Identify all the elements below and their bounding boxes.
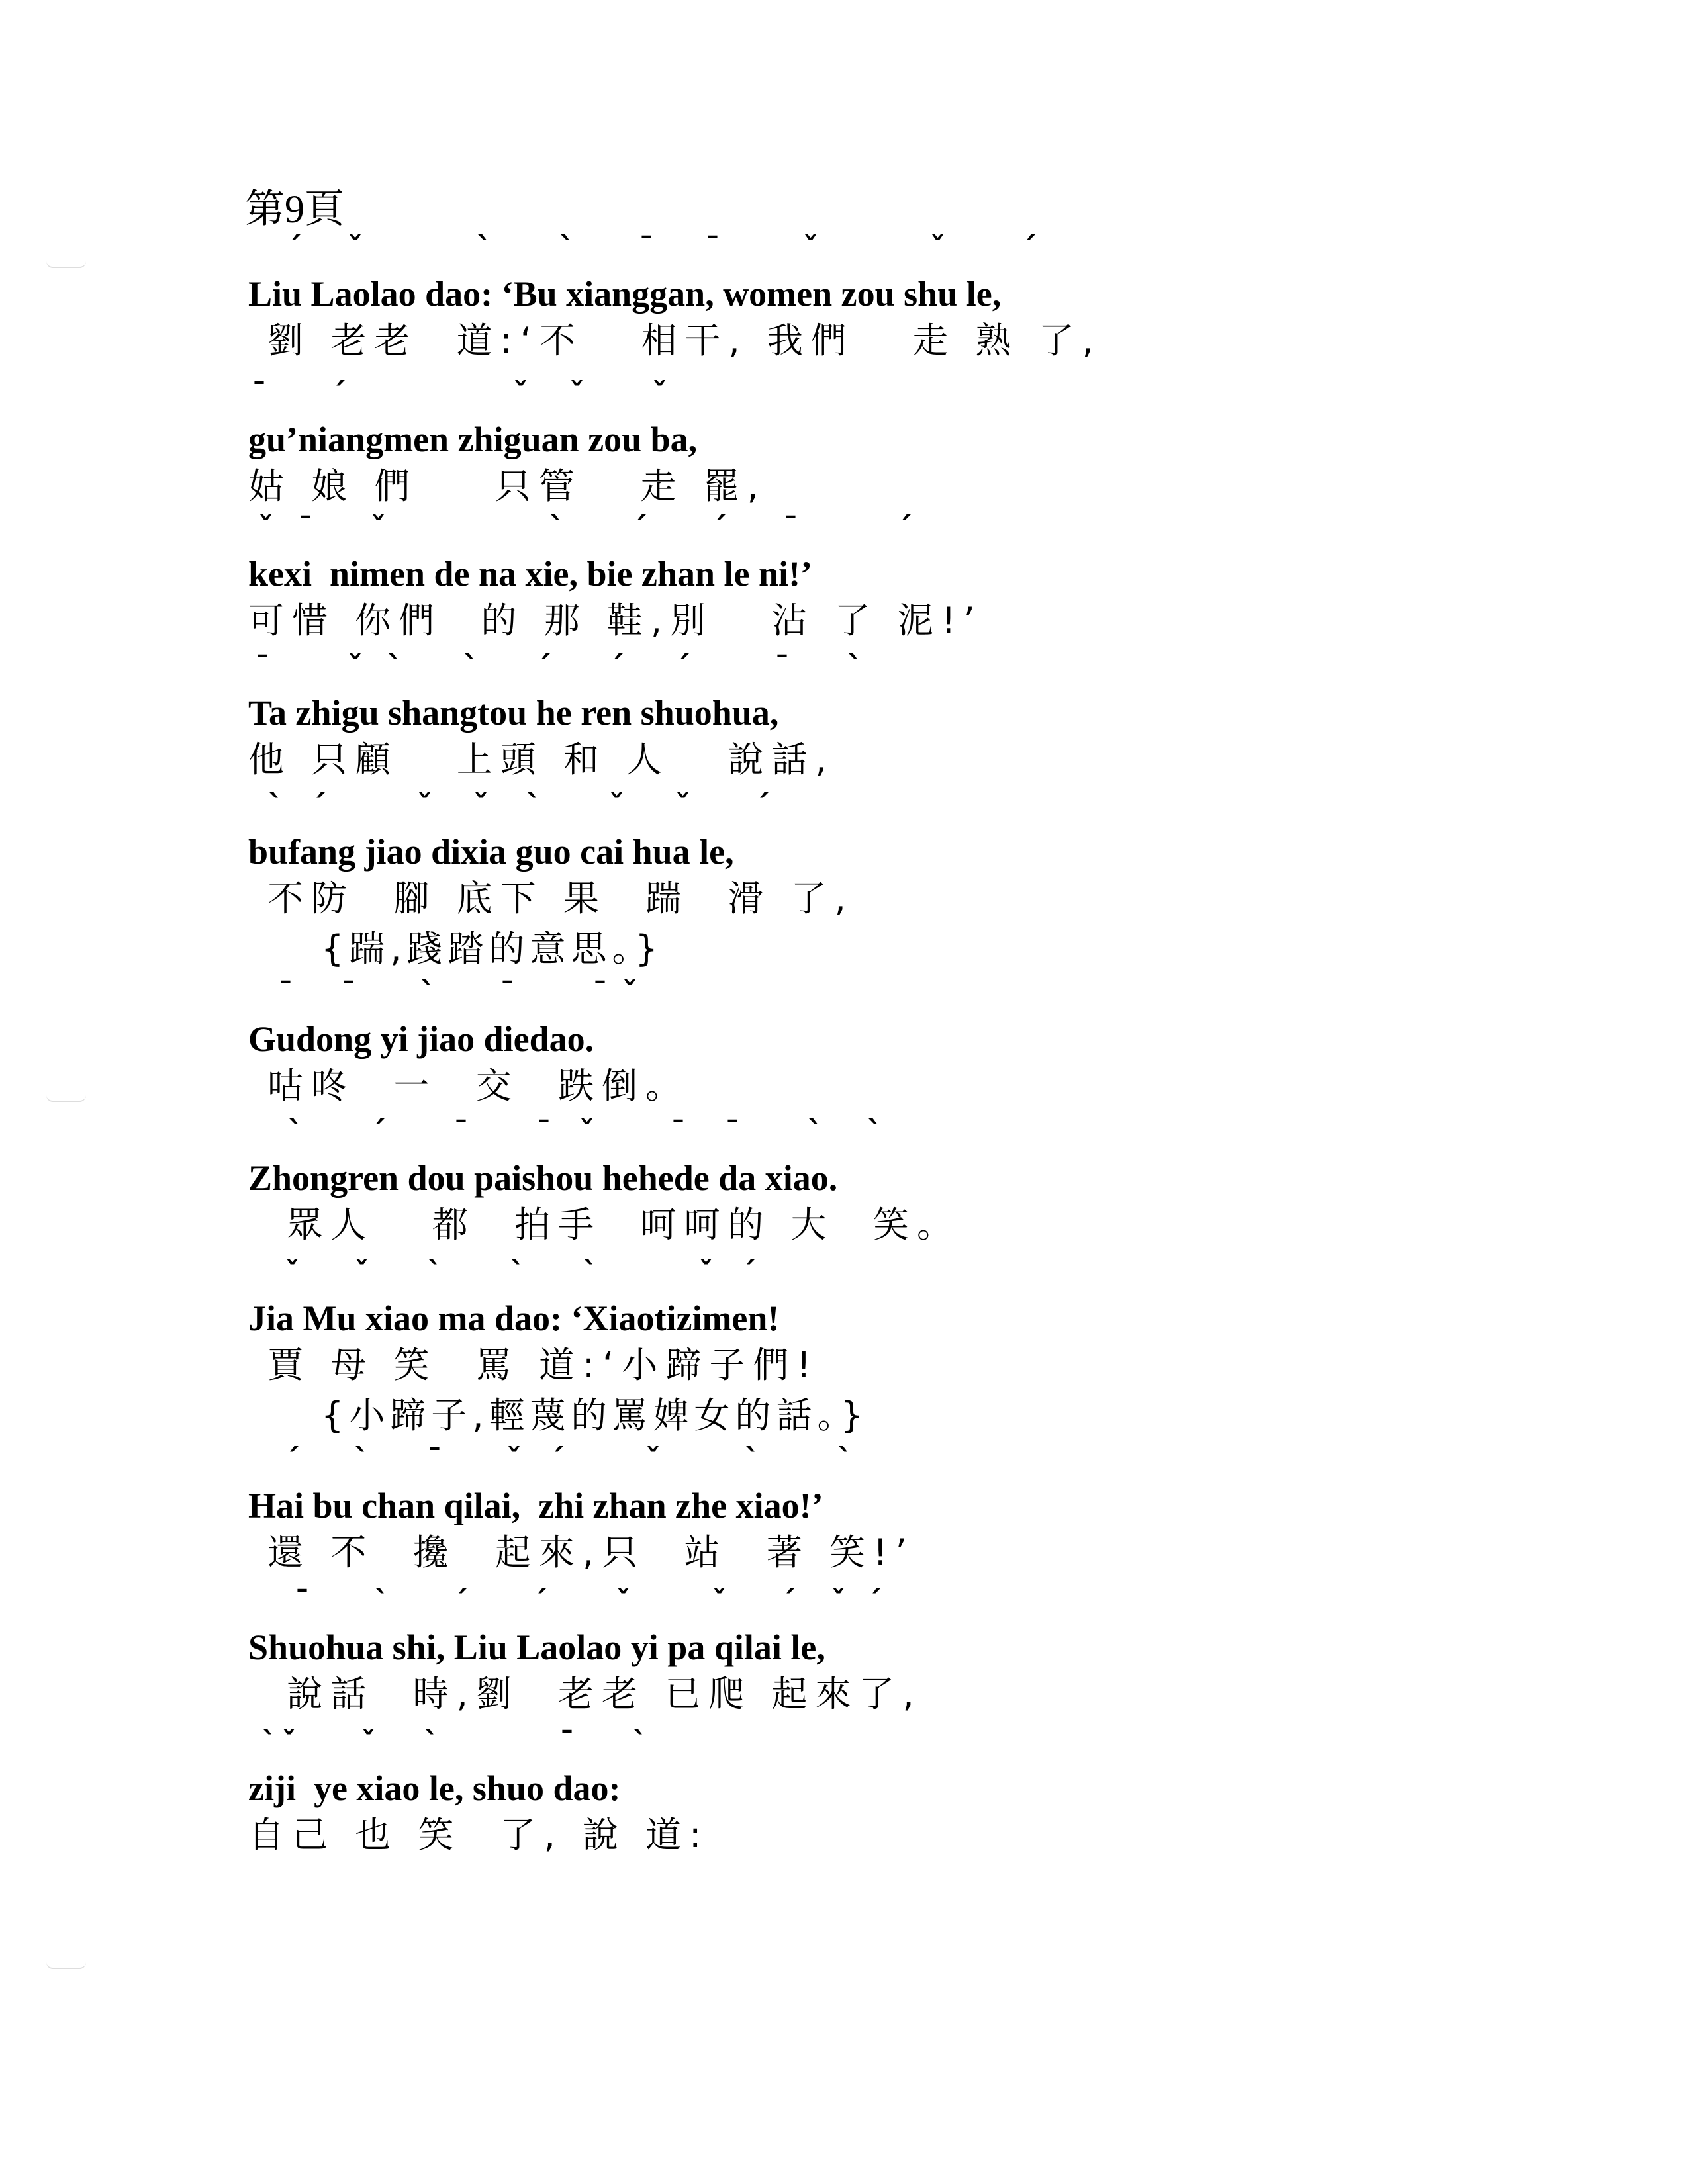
tone-mark: ˊ: [675, 649, 690, 685]
tone-mark: ˋ: [745, 1442, 760, 1478]
tone-mark: ˉ: [427, 1442, 442, 1478]
tone-mark: ˇ: [712, 1584, 727, 1619]
tone-mark: ˋ: [632, 1725, 647, 1760]
tone-marks: [248, 510, 1539, 554]
hanzi-line: 劉 老老 道:‘不 相干, 我們 走 熟 了,: [248, 320, 1102, 361]
tone-marks: [248, 1442, 1539, 1486]
hanzi-line: 眾人 都 拍手 呵呵的 大 笑。: [248, 1204, 961, 1246]
annotation-note: {踹,踐踏的意思。}: [321, 928, 663, 970]
stanza: [248, 1257, 1539, 1437]
hanzi-line: 自己 也 笑 了, 說 道:: [248, 1814, 710, 1856]
tone-mark: ˋ: [261, 1725, 277, 1760]
hanzi-line: 咕咚 一 交 跌倒。: [248, 1065, 690, 1107]
punch-mark: [46, 1962, 86, 1969]
tone-mark: ˊ: [632, 510, 647, 546]
pinyin-line: gu’niangmen zhiguan zou ba,: [248, 420, 698, 459]
hanzi-line: 不防 腳 底下 果 踹 滑 了,: [248, 878, 854, 919]
tone-mark: ˇ: [803, 230, 818, 266]
tone-mark: ˇ: [258, 510, 273, 546]
tone-mark: ˇ: [675, 788, 690, 824]
hanzi-line: 還 不 攙 起來,只 站 著 笑!’: [248, 1531, 915, 1573]
tone-mark: ˇ: [831, 1584, 846, 1619]
tone-mark: ˊ: [867, 1584, 882, 1619]
tone-mark: ˇ: [473, 788, 489, 824]
pinyin-line: bufang jiao dixia guo cai hua le,: [248, 832, 734, 872]
tone-mark: ˋ: [549, 510, 565, 546]
pinyin-line: ziji ye xiao le, shuo dao:: [248, 1768, 621, 1808]
tone-mark: ˇ: [622, 976, 637, 1011]
tone-mark: ˋ: [867, 1115, 882, 1150]
tone-mark: ˋ: [354, 1442, 369, 1478]
tone-mark: ˉ: [278, 976, 293, 1011]
annotation-note: {小蹄子,輕蔑的罵婢女的話。}: [321, 1394, 868, 1436]
tone-mark: ˋ: [526, 788, 541, 824]
tone-mark: ˋ: [463, 649, 479, 685]
tone-mark: ˉ: [298, 510, 313, 546]
tone-marks: [248, 376, 1539, 420]
stanza: [248, 1117, 1539, 1247]
tone-mark: ˇ: [698, 1255, 714, 1291]
tone-marks: [248, 1257, 1539, 1298]
pinyin-line: Jia Mu xiao ma dao: ‘Xiaotizimen!: [248, 1298, 780, 1338]
hanzi-line: 姑 娘 們 只管 走 罷,: [248, 465, 767, 507]
tone-mark: ˊ: [371, 1115, 386, 1150]
tone-mark: ˊ: [285, 1442, 300, 1478]
tone-mark: ˊ: [311, 788, 326, 824]
tone-mark: ˊ: [536, 649, 551, 685]
tone-mark: ˇ: [281, 1725, 297, 1760]
tone-mark: ˊ: [1021, 230, 1037, 266]
stanza: [248, 788, 1539, 971]
stanza: [248, 230, 1539, 363]
pinyin-line: Hai bu chan qilai, zhi zhan zhe xiao!’: [248, 1486, 823, 1525]
tone-marks: [248, 649, 1539, 693]
tone-mark: ˇ: [579, 1115, 594, 1150]
tone-mark: ˋ: [420, 976, 436, 1011]
stanza: [248, 510, 1539, 643]
tone-mark: ˊ: [755, 788, 770, 824]
tone-mark: ˇ: [569, 376, 585, 412]
tone-mark: ˇ: [348, 230, 363, 266]
tone-mark: ˇ: [645, 1442, 661, 1478]
tone-mark: ˉ: [559, 1725, 575, 1760]
tone-marks: [248, 1586, 1539, 1627]
punch-mark: [46, 1095, 86, 1102]
tone-mark: ˋ: [424, 1725, 439, 1760]
tone-mark: ˊ: [781, 1584, 796, 1619]
tone-marks: [248, 978, 1539, 1019]
tone-mark: ˋ: [427, 1255, 442, 1291]
stanza: [248, 1442, 1539, 1574]
hanzi-line: 說話 時,劉 老老 已爬 起來了,: [248, 1673, 922, 1715]
tone-mark: ˋ: [288, 1115, 303, 1150]
tone-mark: ˇ: [506, 1442, 522, 1478]
tone-mark: ˉ: [592, 976, 608, 1011]
tone-mark: ˋ: [387, 649, 402, 685]
tone-mark: ˋ: [583, 1255, 598, 1291]
stanza: [248, 649, 1539, 782]
tone-marks: [248, 1117, 1539, 1158]
tone-mark: ˉ: [639, 230, 654, 266]
tone-mark: ˊ: [609, 649, 624, 685]
tone-mark: ˉ: [725, 1115, 740, 1150]
pinyin-line: Liu Laolao dao: ‘Bu xianggan, women zou shu le,: [248, 274, 1002, 314]
tone-mark: ˇ: [652, 376, 667, 412]
tone-mark: ˊ: [331, 376, 346, 412]
pinyin-line: kexi nimen de na xie, bie zhan le ni!’: [248, 554, 813, 594]
tone-mark: ˇ: [930, 230, 945, 266]
pinyin-line: Ta zhigu shangtou he ren shuohua,: [248, 693, 779, 733]
punch-mark: [46, 261, 86, 268]
stanza: [248, 376, 1539, 508]
tone-mark: ˉ: [295, 1584, 310, 1619]
tone-mark: ˊ: [712, 510, 727, 546]
tone-mark: ˋ: [268, 788, 283, 824]
tone-mark: ˉ: [252, 376, 267, 412]
tone-mark: ˉ: [783, 510, 798, 546]
tone-mark: ˊ: [533, 1584, 548, 1619]
tone-mark: ˊ: [287, 230, 302, 266]
tone-mark: ˋ: [808, 1115, 823, 1150]
pinyin-line: Shuohua shi, Liu Laolao yi pa qilai le,: [248, 1627, 825, 1667]
tone-mark: ˉ: [671, 1115, 686, 1150]
tone-mark: ˉ: [536, 1115, 551, 1150]
tone-mark: ˋ: [837, 1442, 853, 1478]
tone-marks: [248, 230, 1539, 274]
tone-mark: ˊ: [741, 1255, 757, 1291]
tone-mark: ˉ: [705, 230, 720, 266]
tone-mark: ˉ: [500, 976, 515, 1011]
stanza: [248, 1727, 1539, 1857]
tone-mark: ˇ: [354, 1255, 369, 1291]
stanza: [248, 978, 1539, 1108]
tone-mark: ˋ: [374, 1584, 389, 1619]
tone-mark: ˋ: [847, 649, 863, 685]
tone-mark: ˇ: [609, 788, 624, 824]
tone-mark: ˉ: [341, 976, 356, 1011]
tone-mark: ˇ: [348, 649, 363, 685]
tone-mark: ˊ: [549, 1442, 565, 1478]
hanzi-line: 他 只顧 上頭 和 人 說話,: [248, 739, 835, 780]
tone-mark: ˇ: [371, 510, 386, 546]
tone-marks: [248, 788, 1539, 832]
tone-mark: ˇ: [285, 1255, 300, 1291]
pinyin-line: Zhongren dou paishou hehede da xiao.: [248, 1158, 838, 1198]
tone-mark: ˋ: [559, 230, 575, 266]
stanza: [248, 1586, 1539, 1716]
tone-mark: ˊ: [453, 1584, 469, 1619]
tone-mark: ˋ: [510, 1255, 525, 1291]
hanzi-line: 賈 母 笑 罵 道:‘小蹄子們!: [248, 1344, 819, 1386]
tone-mark: ˇ: [513, 376, 528, 412]
tone-mark: ˇ: [616, 1584, 631, 1619]
tone-mark: ˋ: [477, 230, 492, 266]
pinyin-line: Gudong yi jiao diedao.: [248, 1019, 594, 1059]
tone-mark: ˉ: [453, 1115, 469, 1150]
tone-mark: ˊ: [897, 510, 912, 546]
tone-marks: [248, 1727, 1539, 1768]
tone-mark: ˉ: [255, 649, 270, 685]
page-number-header: 第9頁: [245, 187, 344, 231]
tone-mark: ˉ: [774, 649, 790, 685]
hanzi-line: 可惜 你們 的 那 鞋,別 沾 了 泥!’: [248, 600, 983, 641]
tone-mark: ˇ: [361, 1725, 376, 1760]
tone-mark: ˇ: [417, 788, 432, 824]
